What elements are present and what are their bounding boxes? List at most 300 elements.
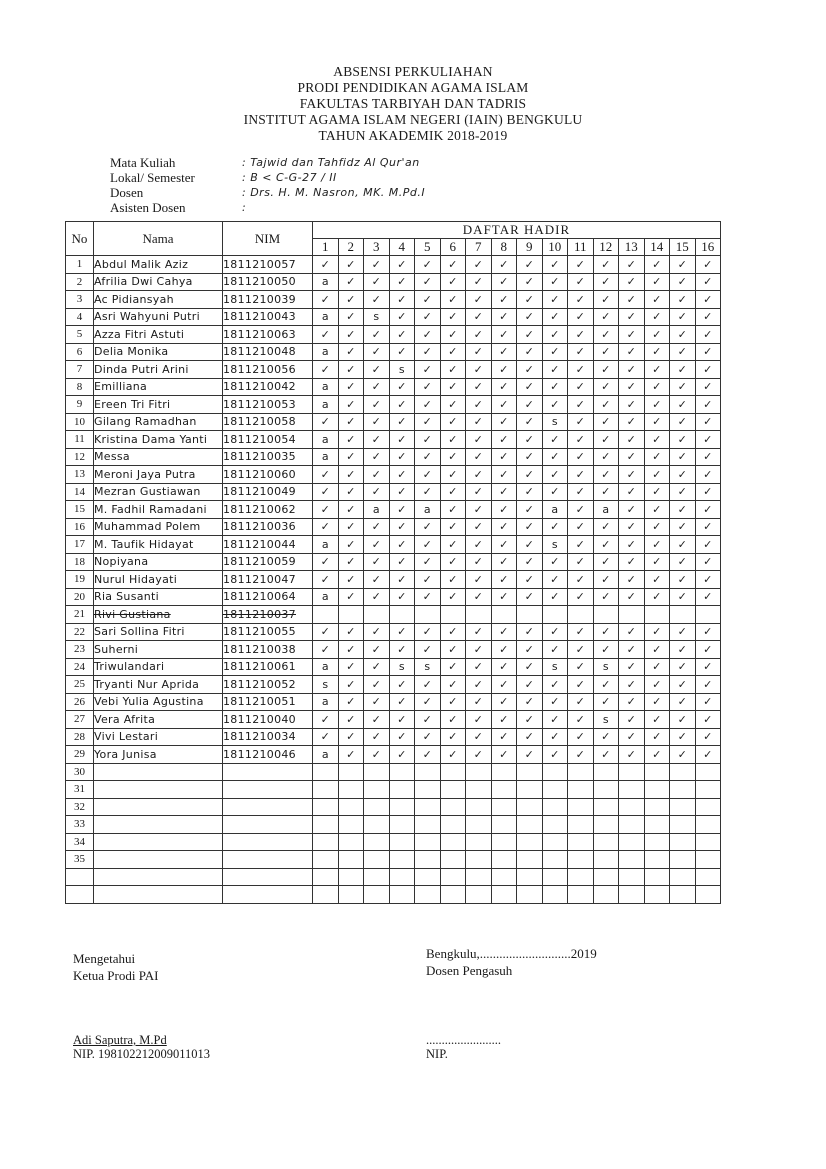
attendance-mark: ✓ xyxy=(466,571,492,589)
attendance-mark: ✓ xyxy=(644,728,670,746)
attendance-mark: ✓ xyxy=(389,623,415,641)
attendance-mark xyxy=(415,868,441,886)
attendance-mark xyxy=(389,851,415,869)
student-name-cell xyxy=(94,676,223,694)
attendance-mark: ✓ xyxy=(542,256,568,274)
table-row xyxy=(66,833,721,851)
attendance-mark: ✓ xyxy=(695,746,721,764)
row-number: 2 xyxy=(66,273,94,291)
student-nim-cell xyxy=(223,396,313,414)
student-nim: 1811210043 xyxy=(223,310,296,324)
student-name: Dinda Putri Arini xyxy=(94,362,189,376)
attendance-mark: ✓ xyxy=(517,431,543,449)
attendance-mark: ✓ xyxy=(440,536,466,554)
attendance-mark: ✓ xyxy=(670,746,696,764)
row-number: 25 xyxy=(66,676,94,694)
attendance-mark xyxy=(619,868,645,886)
attendance-mark: ✓ xyxy=(695,641,721,659)
attendance-mark: ✓ xyxy=(593,273,619,291)
student-nim: 1811210061 xyxy=(223,660,296,674)
student-nim-cell xyxy=(223,466,313,484)
attendance-mark: ✓ xyxy=(619,571,645,589)
attendance-mark: ✓ xyxy=(415,431,441,449)
attendance-mark: ✓ xyxy=(619,746,645,764)
attendance-mark: ✓ xyxy=(517,588,543,606)
attendance-mark: ✓ xyxy=(415,693,441,711)
header-prodi: PRODI PENDIDIKAN AGAMA ISLAM xyxy=(297,80,529,95)
student-rows xyxy=(66,256,721,904)
attendance-mark xyxy=(338,868,364,886)
attendance-mark: ✓ xyxy=(389,256,415,274)
attendance-mark xyxy=(670,816,696,834)
student-nim: 1811210035 xyxy=(223,450,296,464)
attendance-mark: ✓ xyxy=(568,291,594,309)
attendance-mark xyxy=(389,606,415,624)
attendance-mark: ✓ xyxy=(542,693,568,711)
attendance-mark: ✓ xyxy=(542,483,568,501)
attendance-mark xyxy=(313,798,339,816)
student-name-cell xyxy=(94,501,223,519)
attendance-mark: ✓ xyxy=(338,588,364,606)
attendance-mark: ✓ xyxy=(338,378,364,396)
attendance-mark xyxy=(364,816,390,834)
attendance-mark: ✓ xyxy=(491,308,517,326)
attendance-mark: ✓ xyxy=(313,623,339,641)
attendance-mark: ✓ xyxy=(695,658,721,676)
attendance-mark xyxy=(415,606,441,624)
student-name-cell xyxy=(94,851,223,869)
attendance-mark xyxy=(313,833,339,851)
table-row xyxy=(66,746,721,764)
attendance-mark: ✓ xyxy=(695,413,721,431)
attendance-mark: ✓ xyxy=(466,326,492,344)
lecturer-label: Dosen xyxy=(110,185,144,200)
row-number: 31 xyxy=(66,781,94,799)
table-row xyxy=(66,361,721,379)
header-institute: INSTITUT AGAMA ISLAM NEGERI (IAIN) BENGKULU xyxy=(243,112,583,127)
attendance-mark: ✓ xyxy=(389,448,415,466)
row-number: 12 xyxy=(66,448,94,466)
student-name-cell xyxy=(94,291,223,309)
attendance-mark xyxy=(415,763,441,781)
attendance-mark: ✓ xyxy=(415,273,441,291)
table-row xyxy=(66,658,721,676)
attendance-mark: ✓ xyxy=(313,291,339,309)
table-row xyxy=(66,571,721,589)
attendance-mark: ✓ xyxy=(491,413,517,431)
student-nim: 1811210054 xyxy=(223,432,296,446)
attendance-mark: ✓ xyxy=(542,466,568,484)
attendance-mark: ✓ xyxy=(619,396,645,414)
attendance-mark: ✓ xyxy=(364,518,390,536)
student-name-cell xyxy=(94,746,223,764)
attendance-mark: ✓ xyxy=(313,466,339,484)
attendance-mark: ✓ xyxy=(670,588,696,606)
attendance-mark: ✓ xyxy=(619,256,645,274)
attendance-mark: ✓ xyxy=(517,448,543,466)
attendance-table xyxy=(65,221,721,904)
attendance-mark: ✓ xyxy=(364,676,390,694)
attendance-mark: ✓ xyxy=(440,378,466,396)
student-name: M. Taufik Hidayat xyxy=(94,537,194,551)
attendance-mark xyxy=(440,886,466,904)
student-name-cell xyxy=(94,886,223,904)
attendance-mark: ✓ xyxy=(542,343,568,361)
attendance-mark: ✓ xyxy=(440,483,466,501)
attendance-mark xyxy=(389,833,415,851)
attendance-mark: ✓ xyxy=(338,518,364,536)
attendance-mark: ✓ xyxy=(593,466,619,484)
attendance-mark: a xyxy=(313,746,339,764)
attendance-mark: ✓ xyxy=(695,378,721,396)
attendance-mark: ✓ xyxy=(568,728,594,746)
attendance-mark xyxy=(364,851,390,869)
attendance-mark: ✓ xyxy=(415,623,441,641)
student-nim: 1811210060 xyxy=(223,467,296,481)
student-nim: 1811210058 xyxy=(223,415,296,429)
attendance-mark: a xyxy=(313,378,339,396)
attendance-mark xyxy=(568,763,594,781)
attendance-mark: ✓ xyxy=(619,553,645,571)
attendance-mark: ✓ xyxy=(491,641,517,659)
attendance-mark xyxy=(389,868,415,886)
attendance-mark: ✓ xyxy=(466,396,492,414)
attendance-mark xyxy=(466,798,492,816)
student-name-cell xyxy=(94,413,223,431)
attendance-mark: a xyxy=(313,431,339,449)
attendance-mark: ✓ xyxy=(542,291,568,309)
attendance-mark: ✓ xyxy=(491,448,517,466)
attendance-mark: ✓ xyxy=(440,676,466,694)
attendance-mark: ✓ xyxy=(542,553,568,571)
attendance-mark: ✓ xyxy=(389,413,415,431)
attendance-mark: ✓ xyxy=(389,711,415,729)
attendance-mark: ✓ xyxy=(517,291,543,309)
student-name: Ria Susanti xyxy=(94,590,160,604)
attendance-mark: ✓ xyxy=(491,501,517,519)
attendance-mark xyxy=(491,763,517,781)
attendance-mark xyxy=(313,781,339,799)
attendance-mark: ✓ xyxy=(644,711,670,729)
attendance-mark: ✓ xyxy=(670,641,696,659)
student-nim-cell xyxy=(223,291,313,309)
student-nim-cell xyxy=(223,711,313,729)
attendance-mark: ✓ xyxy=(593,676,619,694)
attendance-mark xyxy=(644,868,670,886)
attendance-mark: ✓ xyxy=(644,291,670,309)
header-faculty: FAKULTAS TARBIYAH DAN TADRIS xyxy=(299,96,527,111)
student-nim: 1811210048 xyxy=(223,345,296,359)
session-number: 16 xyxy=(695,239,721,256)
attendance-mark: ✓ xyxy=(491,711,517,729)
student-name-cell xyxy=(94,536,223,554)
attendance-mark: ✓ xyxy=(517,571,543,589)
attendance-mark xyxy=(364,606,390,624)
attendance-mark: ✓ xyxy=(542,378,568,396)
student-name-cell xyxy=(94,868,223,886)
student-nim: 1811210063 xyxy=(223,327,296,341)
attendance-mark: ✓ xyxy=(593,256,619,274)
attendance-mark: ✓ xyxy=(517,466,543,484)
attendance-mark: ✓ xyxy=(313,326,339,344)
table-row xyxy=(66,396,721,414)
attendance-mark: ✓ xyxy=(644,466,670,484)
attendance-mark xyxy=(415,798,441,816)
attendance-mark xyxy=(338,763,364,781)
student-nim: 1811210036 xyxy=(223,520,296,534)
attendance-mark: ✓ xyxy=(517,378,543,396)
attendance-mark: ✓ xyxy=(466,711,492,729)
attendance-mark: ✓ xyxy=(491,256,517,274)
attendance-mark: ✓ xyxy=(440,466,466,484)
attendance-mark xyxy=(389,816,415,834)
attendance-mark: ✓ xyxy=(568,256,594,274)
student-name-cell xyxy=(94,308,223,326)
attendance-mark xyxy=(364,763,390,781)
attendance-mark: ✓ xyxy=(542,326,568,344)
attendance-mark xyxy=(619,816,645,834)
attendance-mark: ✓ xyxy=(517,641,543,659)
attendance-mark: ✓ xyxy=(517,361,543,379)
attendance-mark: ✓ xyxy=(466,623,492,641)
student-nim: 1811210037 xyxy=(223,607,296,621)
attendance-mark: ✓ xyxy=(695,518,721,536)
attendance-mark xyxy=(670,781,696,799)
row-number: 20 xyxy=(66,588,94,606)
attendance-mark: ✓ xyxy=(491,693,517,711)
attendance-mark: ✓ xyxy=(466,501,492,519)
student-nim-cell xyxy=(223,816,313,834)
attendance-mark: a xyxy=(313,396,339,414)
attendance-mark xyxy=(466,606,492,624)
attendance-mark: ✓ xyxy=(644,518,670,536)
session-number: 6 xyxy=(440,239,466,256)
attendance-mark: ✓ xyxy=(542,361,568,379)
attendance-mark xyxy=(338,851,364,869)
attendance-mark: ✓ xyxy=(313,483,339,501)
attendance-mark xyxy=(466,781,492,799)
table-row xyxy=(66,886,721,904)
attendance-mark: ✓ xyxy=(619,361,645,379)
attendance-mark: ✓ xyxy=(695,326,721,344)
attendance-mark: ✓ xyxy=(415,676,441,694)
row-number: 22 xyxy=(66,623,94,641)
student-name: Vera Afrita xyxy=(94,712,156,726)
attendance-mark: ✓ xyxy=(568,711,594,729)
course-label: Mata Kuliah xyxy=(110,155,176,170)
attendance-mark: ✓ xyxy=(364,641,390,659)
attendance-mark: ✓ xyxy=(440,588,466,606)
attendance-mark xyxy=(491,868,517,886)
attendance-mark: ✓ xyxy=(415,711,441,729)
signature-left xyxy=(73,1033,210,1061)
student-nim: 1811210050 xyxy=(223,275,296,289)
student-nim-cell xyxy=(223,518,313,536)
attendance-mark: ✓ xyxy=(338,641,364,659)
student-name: Nopiyana xyxy=(94,555,149,569)
attendance-mark: ✓ xyxy=(644,553,670,571)
head-nip: NIP. 198102212009011013 xyxy=(73,1047,211,1061)
attendance-mark xyxy=(364,833,390,851)
student-nim-cell xyxy=(223,413,313,431)
student-name: Triwulandari xyxy=(94,660,165,674)
student-name: Messa xyxy=(94,450,130,464)
attendance-mark xyxy=(593,833,619,851)
attendance-mark: ✓ xyxy=(670,361,696,379)
attendance-mark: ✓ xyxy=(619,676,645,694)
attendance-mark: ✓ xyxy=(695,501,721,519)
table-row xyxy=(66,413,721,431)
attendance-mark xyxy=(619,763,645,781)
attendance-mark xyxy=(695,833,721,851)
course-info xyxy=(110,155,425,215)
attendance-mark: ✓ xyxy=(644,641,670,659)
attendance-mark: ✓ xyxy=(415,728,441,746)
attendance-mark: ✓ xyxy=(593,483,619,501)
student-name-cell xyxy=(94,448,223,466)
attendance-mark: ✓ xyxy=(619,728,645,746)
session-number: 13 xyxy=(619,239,645,256)
attendance-mark: ✓ xyxy=(389,746,415,764)
attendance-mark: ✓ xyxy=(338,326,364,344)
attendance-mark xyxy=(517,781,543,799)
attendance-mark: ✓ xyxy=(466,413,492,431)
attendance-mark: ✓ xyxy=(491,728,517,746)
table-row xyxy=(66,588,721,606)
attendance-mark: ✓ xyxy=(338,448,364,466)
student-nim-cell xyxy=(223,763,313,781)
attendance-mark: ✓ xyxy=(415,361,441,379)
attendance-mark: ✓ xyxy=(313,518,339,536)
student-name: Vebi Yulia Agustina xyxy=(94,695,204,709)
attendance-mark xyxy=(415,816,441,834)
attendance-mark: ✓ xyxy=(644,273,670,291)
student-name: Tryanti Nur Aprida xyxy=(94,677,200,691)
attendance-mark: ✓ xyxy=(364,536,390,554)
attendance-mark xyxy=(440,798,466,816)
attendance-mark: ✓ xyxy=(440,413,466,431)
attendance-mark: ✓ xyxy=(695,536,721,554)
attendance-mark xyxy=(415,781,441,799)
attendance-mark xyxy=(619,781,645,799)
attendance-mark: ✓ xyxy=(491,518,517,536)
attendance-mark xyxy=(491,816,517,834)
attendance-mark: ✓ xyxy=(644,536,670,554)
attendance-mark xyxy=(568,886,594,904)
student-nim-cell xyxy=(223,641,313,659)
attendance-mark: ✓ xyxy=(644,676,670,694)
attendance-mark: ✓ xyxy=(593,291,619,309)
student-nim-cell xyxy=(223,693,313,711)
attendance-mark: ✓ xyxy=(338,676,364,694)
attendance-mark: s xyxy=(415,658,441,676)
attendance-mark: ✓ xyxy=(364,746,390,764)
session-number: 10 xyxy=(542,239,568,256)
attendance-mark: ✓ xyxy=(619,378,645,396)
attendance-mark: ✓ xyxy=(619,431,645,449)
attendance-mark xyxy=(644,781,670,799)
attendance-mark: ✓ xyxy=(593,728,619,746)
attendance-mark: ✓ xyxy=(670,501,696,519)
attendance-mark xyxy=(542,763,568,781)
attendance-mark: ✓ xyxy=(619,413,645,431)
attendance-mark: s xyxy=(542,536,568,554)
student-name: Delia Monika xyxy=(94,345,169,359)
student-nim: 1811210047 xyxy=(223,572,296,586)
attendance-mark: ✓ xyxy=(568,676,594,694)
attendance-mark: ✓ xyxy=(670,273,696,291)
student-nim-cell xyxy=(223,571,313,589)
table-row xyxy=(66,466,721,484)
attendance-mark xyxy=(542,851,568,869)
attendance-mark xyxy=(644,833,670,851)
table-row xyxy=(66,728,721,746)
attendance-mark: ✓ xyxy=(491,536,517,554)
attendance-mark: ✓ xyxy=(466,483,492,501)
attendance-mark: ✓ xyxy=(670,256,696,274)
student-name-cell xyxy=(94,553,223,571)
attendance-mark: ✓ xyxy=(338,273,364,291)
row-number: 10 xyxy=(66,413,94,431)
row-number: 14 xyxy=(66,483,94,501)
row-number: 11 xyxy=(66,431,94,449)
attendance-mark: ✓ xyxy=(517,326,543,344)
attendance-mark: ✓ xyxy=(517,623,543,641)
attendance-mark: ✓ xyxy=(415,518,441,536)
attendance-mark: ✓ xyxy=(593,536,619,554)
attendance-mark: ✓ xyxy=(389,588,415,606)
signature-right xyxy=(426,1033,501,1061)
attendance-mark: ✓ xyxy=(364,658,390,676)
attendance-mark: ✓ xyxy=(415,746,441,764)
student-nim: 1811210038 xyxy=(223,642,296,656)
table-row xyxy=(66,273,721,291)
attendance-mark xyxy=(517,606,543,624)
attendance-mark: ✓ xyxy=(644,658,670,676)
student-nim-cell xyxy=(223,431,313,449)
head-name: Adi Saputra, M.Pd xyxy=(73,1033,167,1047)
student-nim: 1811210046 xyxy=(223,747,296,761)
attendance-mark: ✓ xyxy=(670,448,696,466)
attendance-mark: ✓ xyxy=(670,536,696,554)
attendance-mark: ✓ xyxy=(568,396,594,414)
attendance-mark: ✓ xyxy=(440,256,466,274)
attendance-mark: ✓ xyxy=(568,571,594,589)
attendance-mark: ✓ xyxy=(440,658,466,676)
session-number: 11 xyxy=(568,239,594,256)
col-attendance-header: DAFTAR HADIR xyxy=(313,222,721,239)
attendance-mark: ✓ xyxy=(568,326,594,344)
student-nim-cell xyxy=(223,868,313,886)
attendance-mark xyxy=(593,781,619,799)
table-row xyxy=(66,501,721,519)
attendance-mark: ✓ xyxy=(542,623,568,641)
attendance-mark: ✓ xyxy=(593,623,619,641)
session-number: 7 xyxy=(466,239,492,256)
student-nim: 1811210056 xyxy=(223,362,296,376)
attendance-mark xyxy=(568,816,594,834)
student-nim: 1811210049 xyxy=(223,485,296,499)
student-name-cell xyxy=(94,256,223,274)
attendance-mark xyxy=(364,886,390,904)
student-name: Gilang Ramadhan xyxy=(94,415,197,429)
attendance-mark xyxy=(695,606,721,624)
row-number: 30 xyxy=(66,763,94,781)
attendance-mark: ✓ xyxy=(695,466,721,484)
attendance-mark xyxy=(338,798,364,816)
attendance-mark xyxy=(517,798,543,816)
attendance-mark: ✓ xyxy=(593,361,619,379)
